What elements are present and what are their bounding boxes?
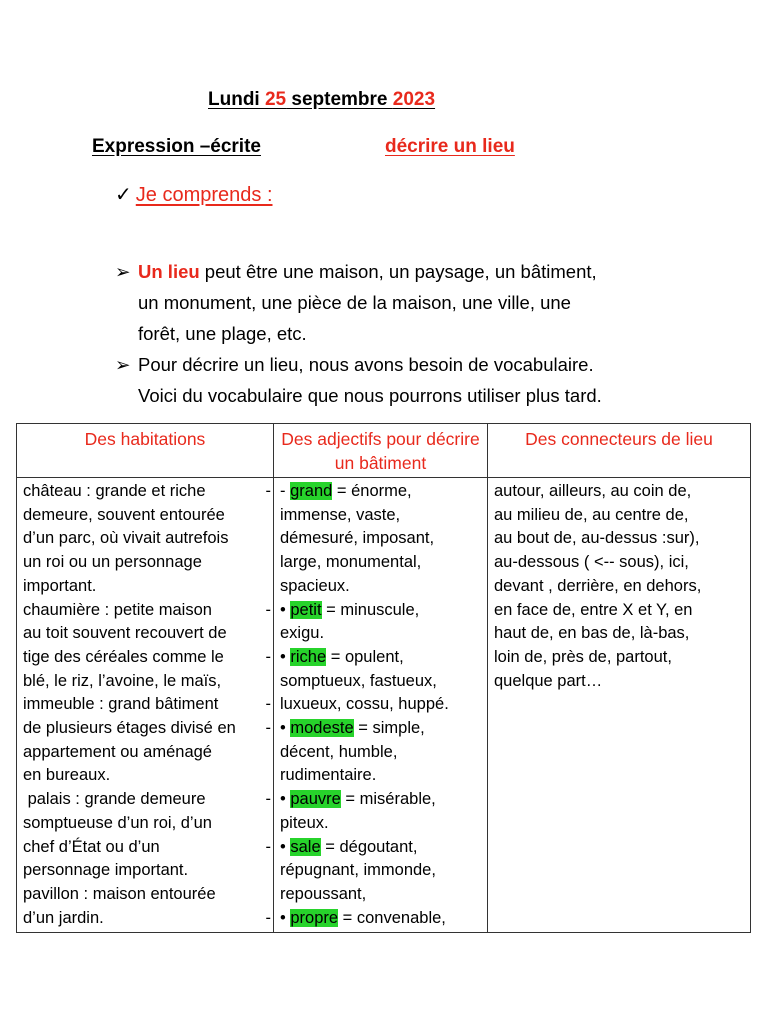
dash-mark: -	[265, 719, 271, 738]
habitation-line: somptueuse d’un roi, d’un	[23, 813, 212, 832]
habitation-line: chef d’État ou d’un -	[23, 836, 267, 860]
habitation-line: d’un jardin. -	[23, 907, 267, 931]
arrow-bullet-icon: ➢	[115, 354, 131, 375]
habitation-line: immeuble : grand bâtiment -	[23, 693, 267, 717]
connector-line: autour, ailleurs, au coin de,	[494, 482, 692, 500]
highlighted-adjective: sale	[290, 837, 321, 856]
habitation-line: de plusieurs étages divisé en -	[23, 717, 267, 741]
habitation-line: tige des céréales comme le -	[23, 646, 267, 670]
habitation-line: palais : grande demeure -	[23, 788, 267, 812]
dash-mark: -	[265, 837, 271, 856]
habitation-line: chaumière : petite maison -	[23, 599, 267, 623]
habitation-line: en bureaux.	[23, 766, 111, 785]
adjective-line: rudimentaire.	[280, 766, 377, 785]
section-title: ✓ Je comprends :	[115, 184, 273, 206]
adjective-line: piteux.	[280, 813, 329, 832]
habitation-line: blé, le riz, l’avoine, le maïs,	[23, 671, 222, 690]
adjective-line: • propre = convenable,	[280, 908, 446, 927]
habitation-line: personnage important.	[23, 861, 189, 880]
connector-line: au milieu de, au centre de,	[494, 505, 689, 524]
habitation-line: château : grande et riche -	[23, 480, 267, 504]
adjective-line: - grand = énorme,	[280, 482, 412, 500]
adjective-line: répugnant, immonde,	[280, 861, 436, 880]
date-heading: Lundi 25 septembre 2023	[208, 89, 436, 110]
habitations-cell	[17, 478, 274, 933]
dash-mark: -	[265, 647, 271, 666]
header-adjectifs: Des adjectifs pour décrire un bâtiment	[274, 424, 488, 478]
connecteurs-cell	[488, 478, 751, 933]
arrow-bullet-icon: ➢	[115, 261, 131, 282]
bullet-lieu: ➢ Un lieu peut être une maison, un paysage, un bâtiment, un monument, une pièce de la maison, une ville, une forêt, une plage, etc.	[115, 256, 715, 349]
habitation-line: pavillon : maison entourée	[23, 884, 216, 903]
adjective-line: luxueux, cossu, huppé.	[280, 695, 449, 714]
adjective-line: large, monumental,	[280, 553, 422, 572]
highlighted-adjective: grand	[290, 482, 333, 500]
adjective-line: • pauvre = misérable,	[280, 790, 436, 809]
adjective-line: spacieux.	[280, 576, 350, 595]
habitation-line: au toit souvent recouvert de	[23, 624, 227, 643]
adjective-line: démesuré, imposant,	[280, 529, 435, 548]
highlighted-adjective: modeste	[290, 719, 354, 738]
table-header-row	[17, 424, 751, 478]
subject-heading: Expression –écrite	[92, 136, 261, 157]
adjective-line: exigu.	[280, 624, 325, 643]
habitation-line: appartement ou aménagé	[23, 742, 212, 761]
check-icon: ✓	[115, 184, 132, 206]
header-connecteurs: Des connecteurs de lieu	[488, 424, 751, 478]
dash-mark: -	[265, 482, 271, 500]
adjective-line: immense, vaste,	[280, 505, 401, 524]
highlighted-adjective: petit	[290, 600, 322, 619]
adjective-line: repoussant,	[280, 884, 367, 903]
adjective-line: • riche = opulent,	[280, 647, 404, 666]
habitation-line: un roi ou un personnage	[23, 553, 202, 572]
dash-mark: -	[265, 600, 271, 619]
highlighted-adjective: pauvre	[290, 790, 341, 809]
highlighted-adjective: propre	[290, 908, 339, 927]
habitation-line: d’un parc, où vivait autrefois	[23, 529, 229, 548]
connector-line: devant , derrière, en dehors,	[494, 576, 702, 595]
adjective-line: décent, humble,	[280, 742, 398, 761]
dash-mark: -	[265, 908, 271, 927]
adjective-line: • sale = dégoutant,	[280, 837, 418, 856]
connector-line: quelque part…	[494, 671, 603, 690]
habitation-line: demeure, souvent entourée	[23, 505, 225, 524]
connector-line: au-dessous ( <-- sous), ici,	[494, 553, 689, 572]
adjective-line: somptueux, fastueux,	[280, 671, 437, 690]
highlighted-adjective: riche	[290, 647, 327, 666]
dash-mark: -	[265, 790, 271, 809]
habitation-line: important.	[23, 576, 97, 595]
vocabulary-table	[16, 423, 751, 933]
topic-heading: décrire un lieu	[385, 136, 515, 157]
connector-line: haut de, en bas de, là-bas,	[494, 624, 690, 643]
adjective-line: • petit = minuscule,	[280, 600, 420, 619]
header-habitations: Des habitations	[17, 424, 274, 478]
connector-line: loin de, près de, partout,	[494, 647, 672, 666]
connector-line: en face de, entre X et Y, en	[494, 600, 693, 619]
bullet-vocabulaire: ➢ Pour décrire un lieu, nous avons besoin de vocabulaire. Voici du vocabulaire que nous pourrons utiliser plus tard.	[115, 349, 715, 411]
adjective-line: • modeste = simple,	[280, 719, 425, 738]
adjectifs-cell	[274, 478, 488, 933]
connector-line: au bout de, au-dessus :sur),	[494, 529, 700, 548]
table-row	[17, 478, 751, 933]
dash-mark: -	[265, 695, 271, 714]
